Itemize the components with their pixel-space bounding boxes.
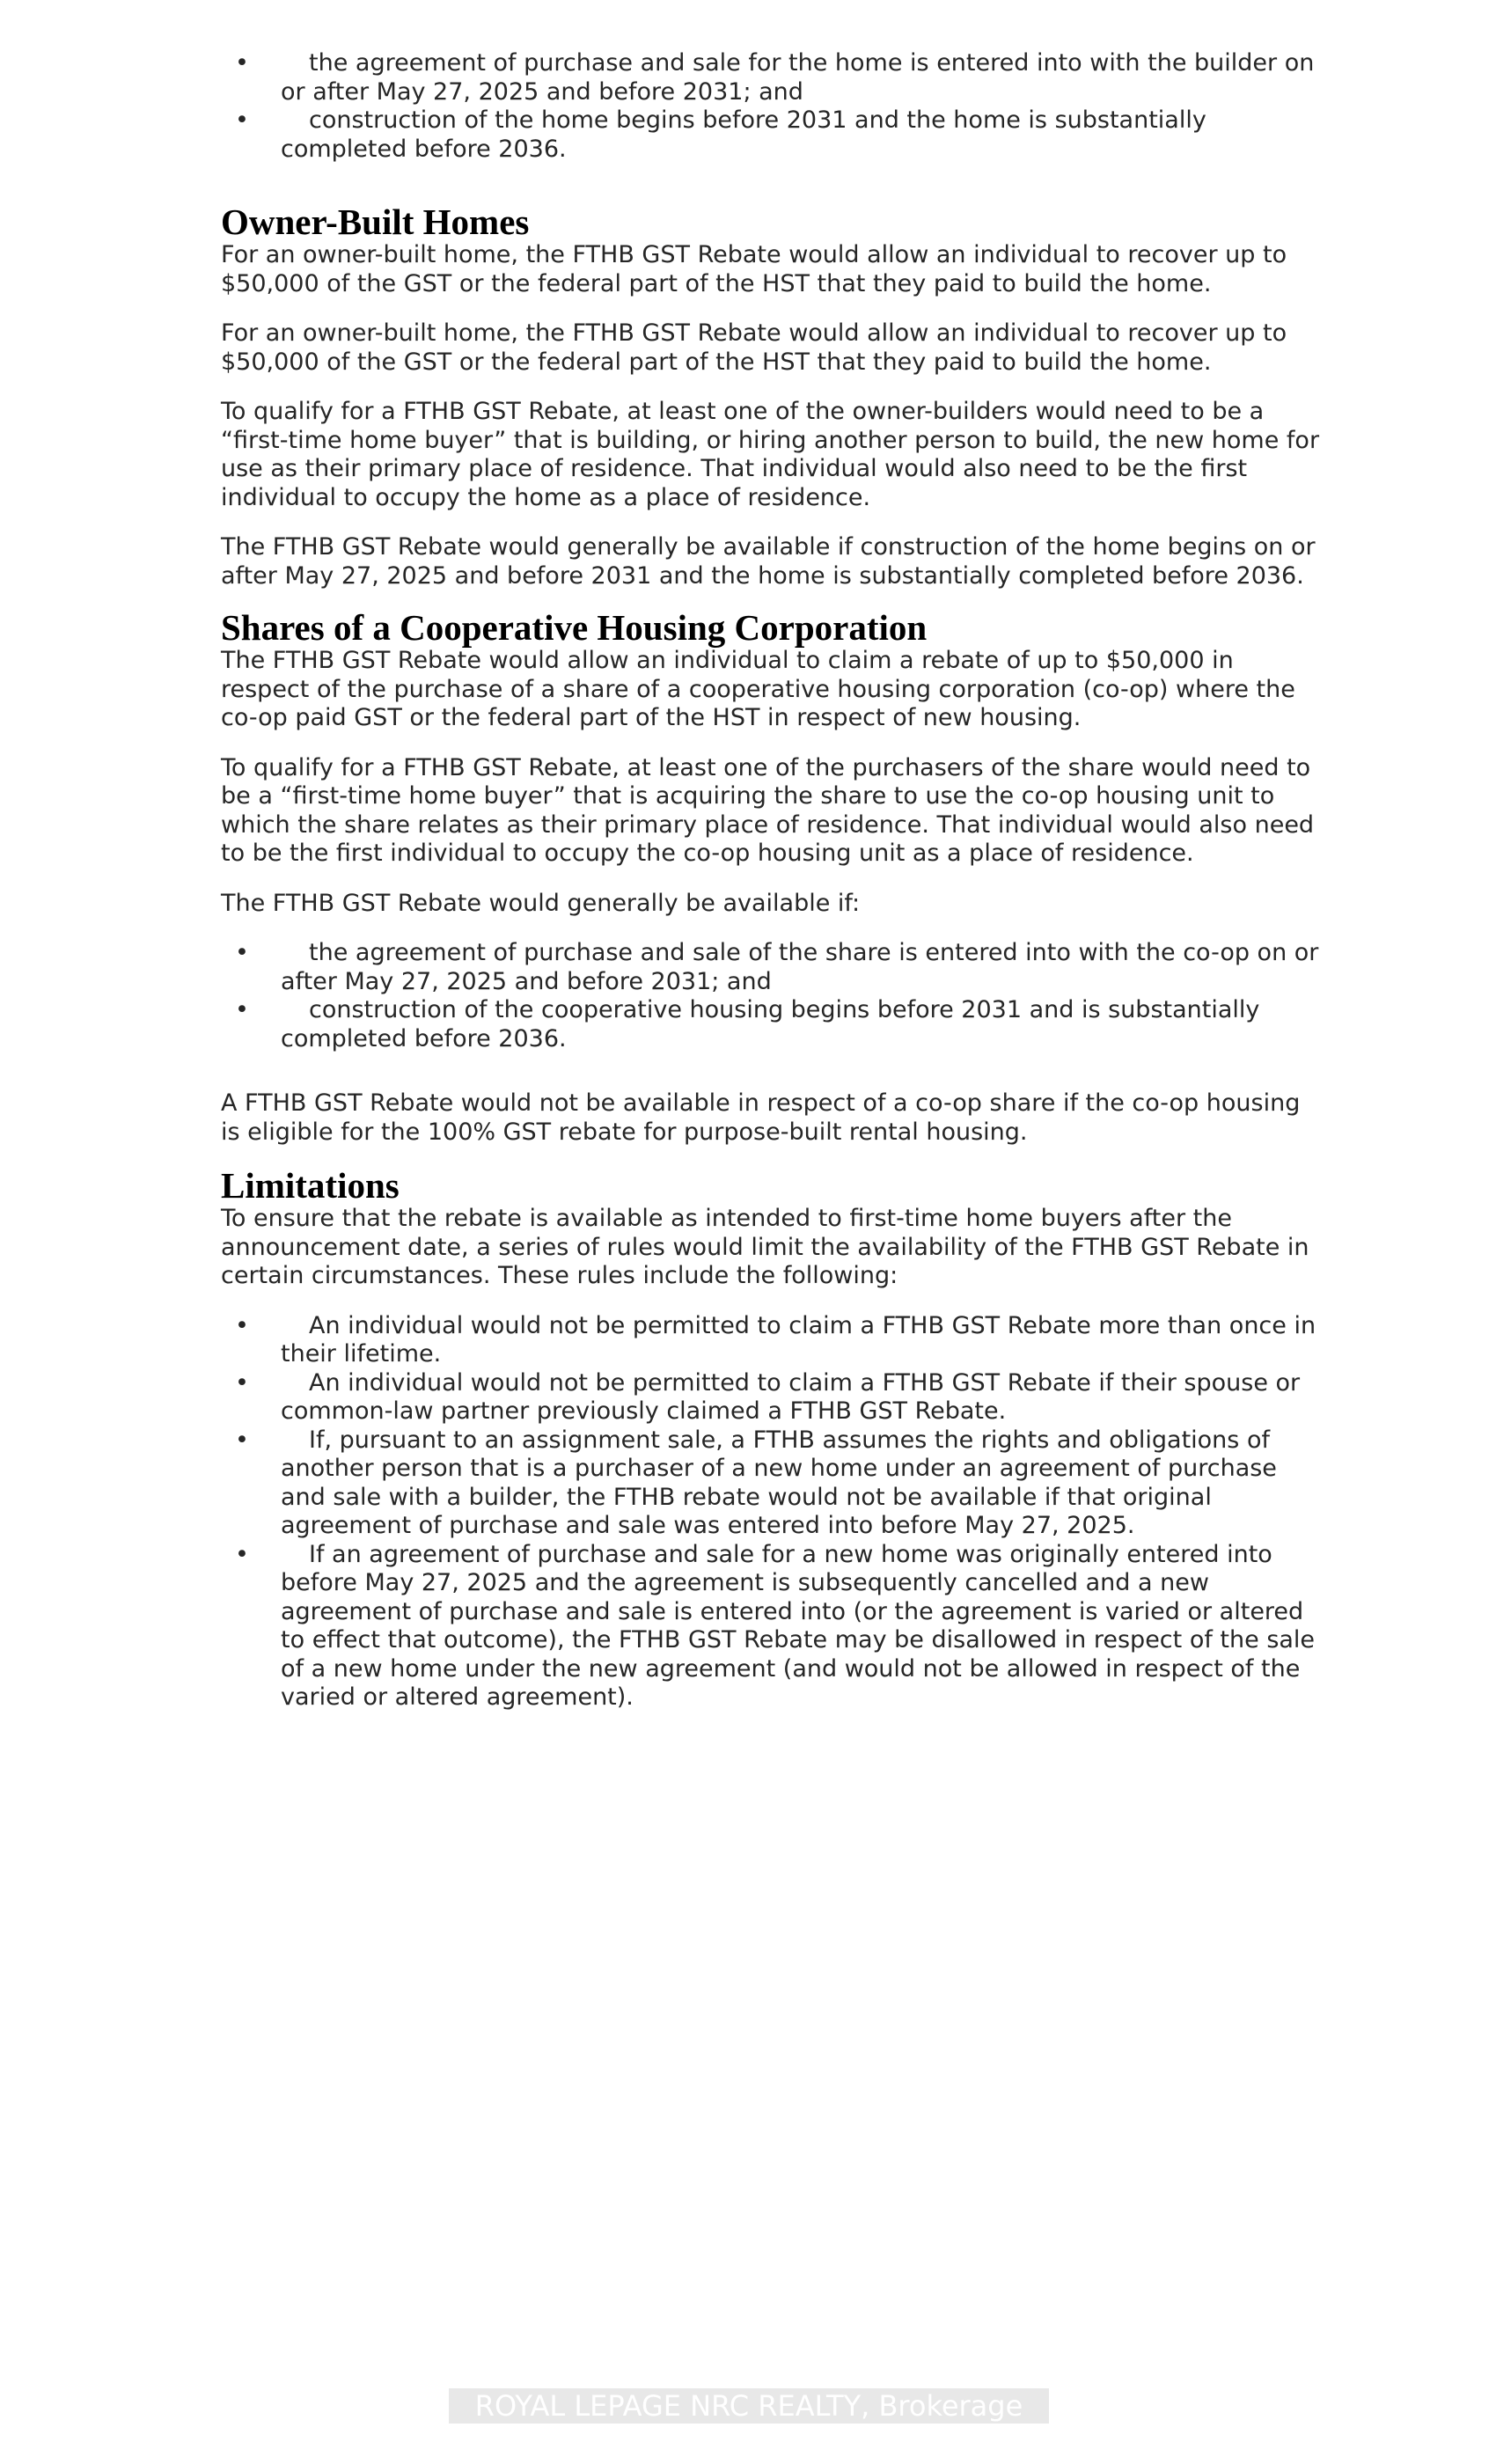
list-item-text: the agreement of purchase and sale for the home is entered into with the builder on or after May 27, 2025 and before 2031; and bbox=[281, 49, 1315, 106]
document-page bbox=[221, 49, 1321, 1712]
list-item bbox=[221, 1541, 1321, 1712]
bullet-icon: • bbox=[235, 939, 249, 966]
list-item bbox=[221, 106, 1321, 164]
paragraph: To ensure that the rebate is available as intended to first-time home buyers after the announcement date, a series of rules would limit the availability of the FTHB GST Rebate in certain circumstances. These rules include the following: bbox=[221, 1205, 1309, 1289]
bullet-icon: • bbox=[235, 1540, 249, 1568]
bullet-icon: • bbox=[235, 1426, 249, 1454]
list-item-text: construction of the cooperative housing begins before 2031 and is substantially completed before 2036. bbox=[281, 996, 1260, 1052]
list-item-text: An individual would not be permitted to claim a FTHB GST Rebate more than once in their lifetime. bbox=[281, 1311, 1316, 1368]
bullet-icon: • bbox=[235, 1368, 249, 1397]
paragraph: The FTHB GST Rebate would allow an individual to claim a rebate of up to $50,000 in respect of the purchase of a share of a cooperative housing corporation (co-op) where the co-op paid GST or the federal part of the HST in respect of new housing. bbox=[221, 647, 1295, 731]
bullet-icon: • bbox=[235, 996, 249, 1023]
paragraph: The FTHB GST Rebate would generally be available if construction of the home begins on or after May 27, 2025 and before 2031 and the home is substantially completed before 2036. bbox=[221, 533, 1316, 590]
list-item-text: construction of the home begins before 2031 and the home is substantially completed before 2036. bbox=[281, 106, 1206, 163]
list-item bbox=[221, 996, 1321, 1053]
list-item-text: the agreement of purchase and sale of the share is entered into with the co-op on or after May 27, 2025 and before 2031; and bbox=[281, 939, 1319, 995]
paragraph: To qualify for a FTHB GST Rebate, at least one of the owner-builders would need to be a “first-time home buyer” that is building, or hiring another person to build, the new home for use as their primary place of residence. That individual would also need to be the first individual to occupy the home as a place of residence. bbox=[221, 398, 1320, 511]
coop-bullet-list bbox=[221, 939, 1321, 1053]
paragraph: A FTHB GST Rebate would not be available in respect of a co-op share if the co-op housing is eligible for the 100% GST rebate for purpose-built rental housing. bbox=[221, 1089, 1301, 1146]
paragraph: For an owner-built home, the FTHB GST Rebate would allow an individual to recover up to $50,000 of the GST or the federal part of the HST that they paid to build the home. bbox=[221, 241, 1287, 297]
owner-built-heading: Owner-Built Homes bbox=[221, 202, 530, 242]
paragraph: The FTHB GST Rebate would generally be available if: bbox=[221, 889, 861, 917]
list-item bbox=[221, 939, 1321, 996]
bullet-icon: • bbox=[235, 49, 249, 77]
brokerage-footer: ROYAL LEPAGE NRC REALTY, Brokerage bbox=[449, 2388, 1049, 2424]
list-item bbox=[221, 1426, 1321, 1541]
list-item bbox=[221, 1369, 1321, 1426]
limitations-heading: Limitations bbox=[221, 1165, 400, 1206]
paragraph: For an owner-built home, the FTHB GST Rebate would allow an individual to recover up to $50,000 of the GST or the federal part of the HST that they paid to build the home. bbox=[221, 319, 1287, 376]
bullet-icon: • bbox=[235, 106, 249, 134]
list-item bbox=[221, 49, 1321, 106]
list-item bbox=[221, 1312, 1321, 1369]
bullet-icon: • bbox=[235, 1311, 249, 1339]
list-item-text: If, pursuant to an assignment sale, a FTHB assumes the rights and obligations of another person that is a purchaser of a new home under an agreement of purchase and sale with a builder, the FTHB rebate would not be available if that original agreement of purchase and sale was entered into before May 27, 2025. bbox=[281, 1426, 1277, 1539]
top-bullet-list bbox=[221, 49, 1321, 164]
list-item-text: An individual would not be permitted to claim a FTHB GST Rebate if their spouse or common-law partner previously claimed a FTHB GST Rebate. bbox=[281, 1368, 1301, 1425]
paragraph: To qualify for a FTHB GST Rebate, at least one of the purchasers of the share would need to be a “first-time home buyer” that is acquiring the share to use the co-op housing unit to which the share relates as their primary place of residence. That individual would also need to be the first individual to occupy the co-op housing unit as a place of residence. bbox=[221, 753, 1315, 867]
list-item-text: If an agreement of purchase and sale for a new home was originally entered into before May 27, 2025 and the agreement is subsequently cancelled and a new agreement of purchase and sale is entered into (or the agreement is varied or altered to effect that outcome), the FTHB GST Rebate may be disallowed in respect of the sale of a new home under the new agreement (and would not be allowed in respect of the varied or altered agreement). bbox=[281, 1540, 1316, 1711]
coop-heading: Shares of a Cooperative Housing Corporation bbox=[221, 607, 928, 648]
limitations-bullet-list bbox=[221, 1312, 1321, 1712]
